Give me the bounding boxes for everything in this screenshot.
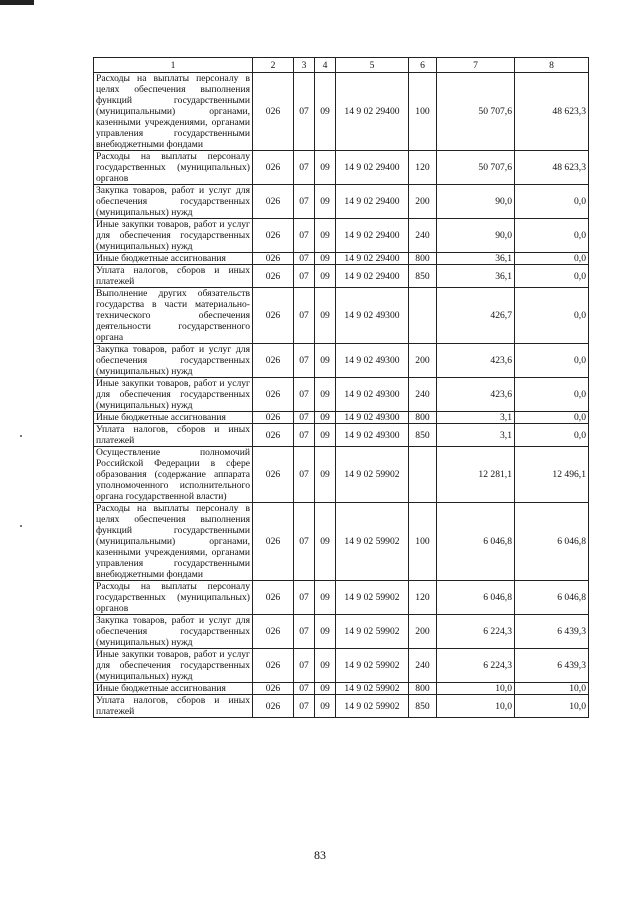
section-code-cell: 07 — [294, 649, 315, 683]
row-description: Иные закупки товаров, работ и услуг для обеспечения государственных (муниципальных) нужд — [94, 378, 253, 412]
expense-type-cell: 800 — [409, 683, 437, 695]
expense-type-cell: 120 — [409, 581, 437, 615]
section-code-cell: 07 — [294, 412, 315, 424]
expense-type-cell: 120 — [409, 151, 437, 185]
subsection-code-cell: 09 — [315, 695, 336, 718]
section-code-cell: 07 — [294, 288, 315, 344]
row-description: Расходы на выплаты персоналу государственных (муниципальных) органов — [94, 581, 253, 615]
amount-cell: 6 046,8 — [515, 581, 589, 615]
amount-cell: 0,0 — [515, 253, 589, 265]
target-article-cell: 14 9 02 59902 — [336, 695, 409, 718]
expense-type-cell: 200 — [409, 185, 437, 219]
amount-cell: 6 439,3 — [515, 615, 589, 649]
subsection-code-cell: 09 — [315, 447, 336, 503]
amount-cell: 6 046,8 — [437, 503, 515, 581]
amount-cell: 50 707,6 — [437, 73, 515, 151]
ministry-code-cell: 026 — [253, 344, 294, 378]
row-description: Расходы на выплаты персоналу в целях обеспечения выполнения функций государственными (муниципальными) органами, казенными учреждениями, органами управления государственными внебюджетными фондами — [94, 503, 253, 581]
column-header: 5 — [336, 58, 409, 73]
ministry-code-cell: 026 — [253, 447, 294, 503]
subsection-code-cell: 09 — [315, 424, 336, 447]
target-article-cell: 14 9 02 29400 — [336, 73, 409, 151]
row-description: Иные закупки товаров, работ и услуг для обеспечения государственных (муниципальных) нужд — [94, 219, 253, 253]
ministry-code-cell: 026 — [253, 424, 294, 447]
amount-cell: 6 046,8 — [515, 503, 589, 581]
subsection-code-cell: 09 — [315, 503, 336, 581]
section-code-cell: 07 — [294, 378, 315, 412]
section-code-cell: 07 — [294, 185, 315, 219]
table-row — [94, 424, 589, 447]
section-code-cell: 07 — [294, 503, 315, 581]
subsection-code-cell: 09 — [315, 73, 336, 151]
table-row — [94, 695, 589, 718]
ministry-code-cell: 026 — [253, 378, 294, 412]
ministry-code-cell: 026 — [253, 615, 294, 649]
ministry-code-cell: 026 — [253, 649, 294, 683]
expense-type-cell: 200 — [409, 615, 437, 649]
amount-cell: 0,0 — [515, 219, 589, 253]
target-article-cell: 14 9 02 29400 — [336, 265, 409, 288]
target-article-cell: 14 9 02 59902 — [336, 581, 409, 615]
expense-type-cell: 800 — [409, 253, 437, 265]
ministry-code-cell: 026 — [253, 683, 294, 695]
section-code-cell: 07 — [294, 344, 315, 378]
expense-type-cell: 100 — [409, 73, 437, 151]
row-description: Иные бюджетные ассигнования — [94, 412, 253, 424]
row-description: Закупка товаров, работ и услуг для обеспечения государственных (муниципальных) нужд — [94, 185, 253, 219]
section-code-cell: 07 — [294, 151, 315, 185]
amount-cell: 3,1 — [437, 424, 515, 447]
row-description: Иные бюджетные ассигнования — [94, 253, 253, 265]
amount-cell: 36,1 — [437, 265, 515, 288]
table-row — [94, 447, 589, 503]
amount-cell: 0,0 — [515, 185, 589, 219]
table-body — [94, 73, 589, 718]
target-article-cell: 14 9 02 29400 — [336, 151, 409, 185]
subsection-code-cell: 09 — [315, 253, 336, 265]
ministry-code-cell: 026 — [253, 503, 294, 581]
expense-type-cell — [409, 447, 437, 503]
subsection-code-cell: 09 — [315, 615, 336, 649]
amount-cell: 6 439,3 — [515, 649, 589, 683]
row-description: Уплата налогов, сборов и иных платежей — [94, 265, 253, 288]
subsection-code-cell: 09 — [315, 265, 336, 288]
subsection-code-cell: 09 — [315, 378, 336, 412]
table-row — [94, 265, 589, 288]
expense-type-cell: 100 — [409, 503, 437, 581]
amount-cell: 10,0 — [437, 695, 515, 718]
expense-type-cell: 850 — [409, 695, 437, 718]
ministry-code-cell: 026 — [253, 288, 294, 344]
section-code-cell: 07 — [294, 253, 315, 265]
amount-cell: 10,0 — [515, 683, 589, 695]
column-header: 6 — [409, 58, 437, 73]
ministry-code-cell: 026 — [253, 151, 294, 185]
target-article-cell: 14 9 02 59902 — [336, 447, 409, 503]
target-article-cell: 14 9 02 49300 — [336, 412, 409, 424]
amount-cell: 0,0 — [515, 344, 589, 378]
section-code-cell: 07 — [294, 265, 315, 288]
amount-cell: 0,0 — [515, 412, 589, 424]
target-article-cell: 14 9 02 49300 — [336, 424, 409, 447]
amount-cell: 50 707,6 — [437, 151, 515, 185]
subsection-code-cell: 09 — [315, 649, 336, 683]
ministry-code-cell: 026 — [253, 265, 294, 288]
amount-cell: 6 046,8 — [437, 581, 515, 615]
target-article-cell: 14 9 02 29400 — [336, 253, 409, 265]
amount-cell: 6 224,3 — [437, 615, 515, 649]
column-header: 4 — [315, 58, 336, 73]
expense-type-cell — [409, 288, 437, 344]
table-row — [94, 219, 589, 253]
table-row — [94, 151, 589, 185]
row-description: Уплата налогов, сборов и иных платежей — [94, 695, 253, 718]
amount-cell: 6 224,3 — [437, 649, 515, 683]
subsection-code-cell: 09 — [315, 185, 336, 219]
amount-cell: 36,1 — [437, 253, 515, 265]
scan-corner-mark — [0, 0, 34, 5]
expense-type-cell: 240 — [409, 378, 437, 412]
target-article-cell: 14 9 02 59902 — [336, 649, 409, 683]
budget-table — [93, 57, 589, 718]
amount-cell: 12 496,1 — [515, 447, 589, 503]
section-code-cell: 07 — [294, 683, 315, 695]
table-row — [94, 73, 589, 151]
amount-cell: 0,0 — [515, 265, 589, 288]
target-article-cell: 14 9 02 49300 — [336, 344, 409, 378]
section-code-cell: 07 — [294, 615, 315, 649]
subsection-code-cell: 09 — [315, 581, 336, 615]
target-article-cell: 14 9 02 59902 — [336, 503, 409, 581]
subsection-code-cell: 09 — [315, 288, 336, 344]
row-description: Расходы на выплаты персоналу в целях обеспечения выполнения функций государственными (муниципальными) органами, казенными учреждениями, органами управления государственными внебюджетными фондами — [94, 73, 253, 151]
column-header: 7 — [437, 58, 515, 73]
amount-cell: 10,0 — [515, 695, 589, 718]
amount-cell: 12 281,1 — [437, 447, 515, 503]
ministry-code-cell: 026 — [253, 185, 294, 219]
target-article-cell: 14 9 02 59902 — [336, 615, 409, 649]
scan-dot — [20, 525, 22, 527]
table-row — [94, 615, 589, 649]
table-row — [94, 683, 589, 695]
amount-cell: 0,0 — [515, 378, 589, 412]
section-code-cell: 07 — [294, 424, 315, 447]
amount-cell: 426,7 — [437, 288, 515, 344]
amount-cell: 423,6 — [437, 344, 515, 378]
target-article-cell: 14 9 02 29400 — [336, 185, 409, 219]
table-row — [94, 185, 589, 219]
row-description: Иные бюджетные ассигнования — [94, 683, 253, 695]
scan-dot — [20, 435, 22, 437]
page-number: 83 — [314, 848, 326, 862]
section-code-cell: 07 — [294, 73, 315, 151]
expense-type-cell: 240 — [409, 649, 437, 683]
row-description: Закупка товаров, работ и услуг для обеспечения государственных (муниципальных) нужд — [94, 344, 253, 378]
table-row — [94, 412, 589, 424]
expense-type-cell: 240 — [409, 219, 437, 253]
section-code-cell: 07 — [294, 219, 315, 253]
target-article-cell: 14 9 02 59902 — [336, 683, 409, 695]
ministry-code-cell: 026 — [253, 219, 294, 253]
amount-cell: 423,6 — [437, 378, 515, 412]
row-description: Расходы на выплаты персоналу государственных (муниципальных) органов — [94, 151, 253, 185]
ministry-code-cell: 026 — [253, 695, 294, 718]
target-article-cell: 14 9 02 49300 — [336, 378, 409, 412]
column-header: 3 — [294, 58, 315, 73]
subsection-code-cell: 09 — [315, 683, 336, 695]
table-row — [94, 344, 589, 378]
amount-cell: 3,1 — [437, 412, 515, 424]
row-description: Осуществление полномочий Российской Федерации в сфере образования (содержание аппарата уполномоченного исполнительного органа государственной власти) — [94, 447, 253, 503]
table-row — [94, 581, 589, 615]
subsection-code-cell: 09 — [315, 151, 336, 185]
table-row — [94, 288, 589, 344]
table-row — [94, 378, 589, 412]
subsection-code-cell: 09 — [315, 344, 336, 378]
target-article-cell: 14 9 02 29400 — [336, 219, 409, 253]
section-code-cell: 07 — [294, 581, 315, 615]
row-description: Уплата налогов, сборов и иных платежей — [94, 424, 253, 447]
expense-type-cell: 800 — [409, 412, 437, 424]
ministry-code-cell: 026 — [253, 412, 294, 424]
table-header-row — [94, 58, 589, 73]
amount-cell: 90,0 — [437, 219, 515, 253]
amount-cell: 48 623,3 — [515, 151, 589, 185]
target-article-cell: 14 9 02 49300 — [336, 288, 409, 344]
row-description: Закупка товаров, работ и услуг для обеспечения государственных (муниципальных) нужд — [94, 615, 253, 649]
table-row — [94, 503, 589, 581]
expense-type-cell: 850 — [409, 424, 437, 447]
table-row — [94, 649, 589, 683]
amount-cell: 10,0 — [437, 683, 515, 695]
amount-cell: 90,0 — [437, 185, 515, 219]
column-header: 8 — [515, 58, 589, 73]
amount-cell: 0,0 — [515, 288, 589, 344]
section-code-cell: 07 — [294, 447, 315, 503]
amount-cell: 0,0 — [515, 424, 589, 447]
column-header: 1 — [94, 58, 253, 73]
row-description: Выполнение других обязательств государства в части материально-технического обеспечения деятельности государственного органа — [94, 288, 253, 344]
expense-type-cell: 200 — [409, 344, 437, 378]
amount-cell: 48 623,3 — [515, 73, 589, 151]
subsection-code-cell: 09 — [315, 412, 336, 424]
column-header: 2 — [253, 58, 294, 73]
ministry-code-cell: 026 — [253, 253, 294, 265]
subsection-code-cell: 09 — [315, 219, 336, 253]
expense-type-cell: 850 — [409, 265, 437, 288]
table-row — [94, 253, 589, 265]
section-code-cell: 07 — [294, 695, 315, 718]
ministry-code-cell: 026 — [253, 581, 294, 615]
row-description: Иные закупки товаров, работ и услуг для обеспечения государственных (муниципальных) нужд — [94, 649, 253, 683]
ministry-code-cell: 026 — [253, 73, 294, 151]
